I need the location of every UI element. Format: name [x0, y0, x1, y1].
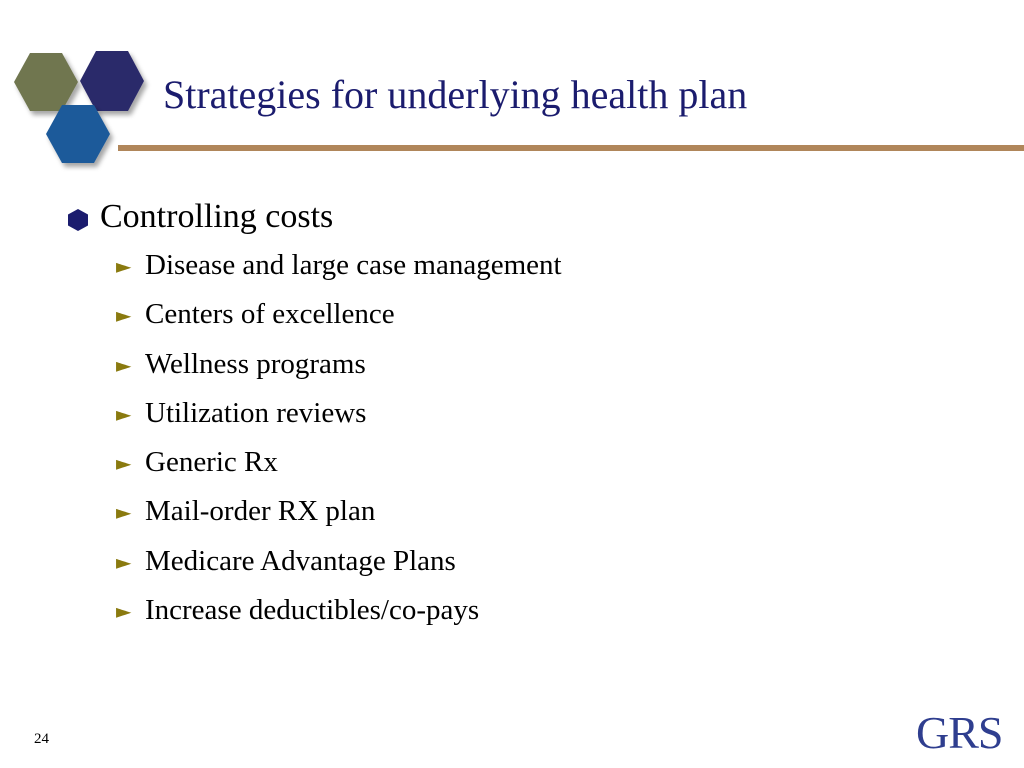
sub-bullet-item: [116, 391, 562, 440]
sub-bullet-label: Generic Rx: [145, 446, 278, 479]
navy-hexagon-icon: [80, 51, 144, 111]
sub-bullet-label: Centers of excellence: [145, 298, 395, 331]
sub-bullet-label: Mail-order RX plan: [145, 495, 376, 528]
arrow-bullet-icon: ►: [116, 451, 132, 476]
arrow-bullet-icon: ►: [116, 549, 132, 574]
sub-bullet-list: [116, 243, 562, 637]
arrow-bullet-icon: ►: [116, 254, 132, 278]
sub-bullet-item: [116, 489, 562, 538]
bullet-label: Controlling costs: [100, 198, 334, 235]
grs-logo: GRS: [916, 707, 1003, 758]
sub-bullet-item: [116, 440, 562, 489]
olive-hexagon-icon: [14, 53, 78, 111]
bullet-controlling-costs: [64, 193, 562, 243]
sub-bullet-label: Utilization reviews: [145, 396, 367, 429]
sub-bullet-label: Wellness programs: [145, 347, 366, 380]
bullet-list: [64, 193, 562, 637]
sub-bullet-label: Medicare Advantage Plans: [145, 544, 456, 577]
arrow-bullet-icon: ►: [116, 599, 132, 624]
blue-hexagon-icon: [46, 105, 110, 163]
page-number: 24: [34, 731, 49, 747]
title-divider: [118, 145, 1024, 151]
sub-bullet-item: [116, 539, 562, 588]
arrow-bullet-icon: ►: [116, 401, 132, 426]
sub-bullet-label: Increase deductibles/co-pays: [145, 594, 480, 627]
sub-bullet-item: [116, 342, 562, 391]
arrow-bullet-icon: ►: [116, 303, 132, 328]
slide-title: Strategies for underlying health plan: [163, 72, 748, 117]
arrow-bullet-icon: ►: [116, 352, 132, 377]
sub-bullet-item: [116, 588, 562, 637]
sub-bullet-item: [116, 243, 562, 292]
sub-bullet-label: Disease and large case management: [145, 249, 562, 281]
sub-bullet-item: [116, 292, 562, 341]
arrow-bullet-icon: ►: [116, 500, 132, 525]
hexagon-bullet-icon: [66, 208, 90, 232]
